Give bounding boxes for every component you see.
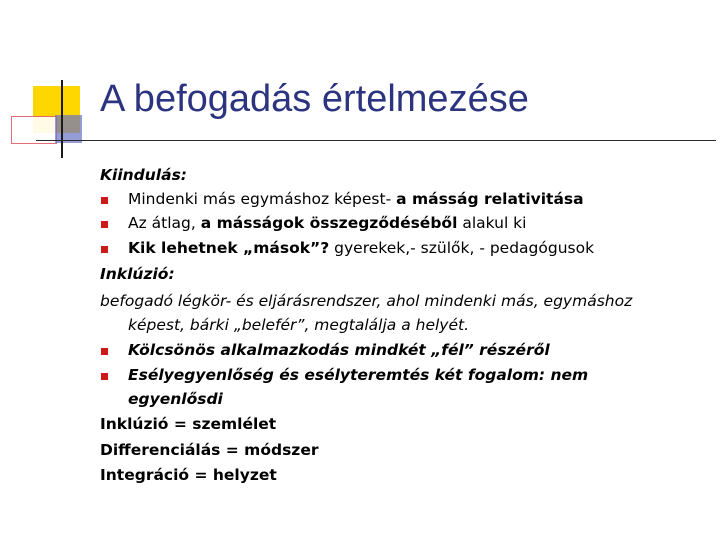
decor-vertical-line [61, 80, 63, 158]
bullet-icon [101, 197, 108, 204]
kiindulas-heading: Kiindulás: [100, 166, 187, 184]
kiindulas-item [128, 190, 584, 208]
kiindulas-item [128, 239, 594, 257]
inkluzio-definition-cont: képest, bárki „belefér”, megtalálja a helyét. [128, 316, 470, 334]
item-text: Mindenki más egymáshoz képest- [128, 190, 397, 208]
item-text: Az átlag, [128, 214, 201, 232]
bullet-icon [101, 221, 108, 228]
item-bold-text: a másság relativitása [396, 190, 584, 208]
bullet-icon [101, 373, 108, 380]
bullet-icon [101, 348, 108, 355]
slide-title: A befogadás értelmezése [100, 78, 529, 120]
bullet-icon [101, 246, 108, 253]
title-underline [36, 140, 716, 141]
decor-blue-square [55, 115, 82, 143]
equation-line: Differenciálás = módszer [100, 441, 319, 459]
inkluzio-definition: befogadó légkör- és eljárásrendszer, ahol mindenki más, egymáshoz [100, 292, 633, 310]
item-bold-text: Kik lehetnek „mások”? [128, 239, 330, 257]
inkluzio-heading: Inklúzió: [100, 265, 175, 283]
item-tail-text: alakul ki [457, 214, 527, 232]
equation-line: Inklúzió = szemlélet [100, 415, 277, 433]
item-bold-text: a másságok összegződéséből [200, 214, 458, 232]
inkluzio-item: Esélyegyenlőség és esélyteremtés két fogalom: nem [128, 366, 589, 384]
item-tail-text: gyerekek,- szülők, - pedagógusok [329, 239, 595, 257]
inkluzio-item: Kölcsönös alkalmazkodás mindkét „fél” részéről [128, 341, 550, 359]
equation-line: Integráció = helyzet [100, 466, 277, 484]
kiindulas-item [128, 214, 526, 232]
inkluzio-item-cont: egyenlősdi [128, 390, 223, 408]
